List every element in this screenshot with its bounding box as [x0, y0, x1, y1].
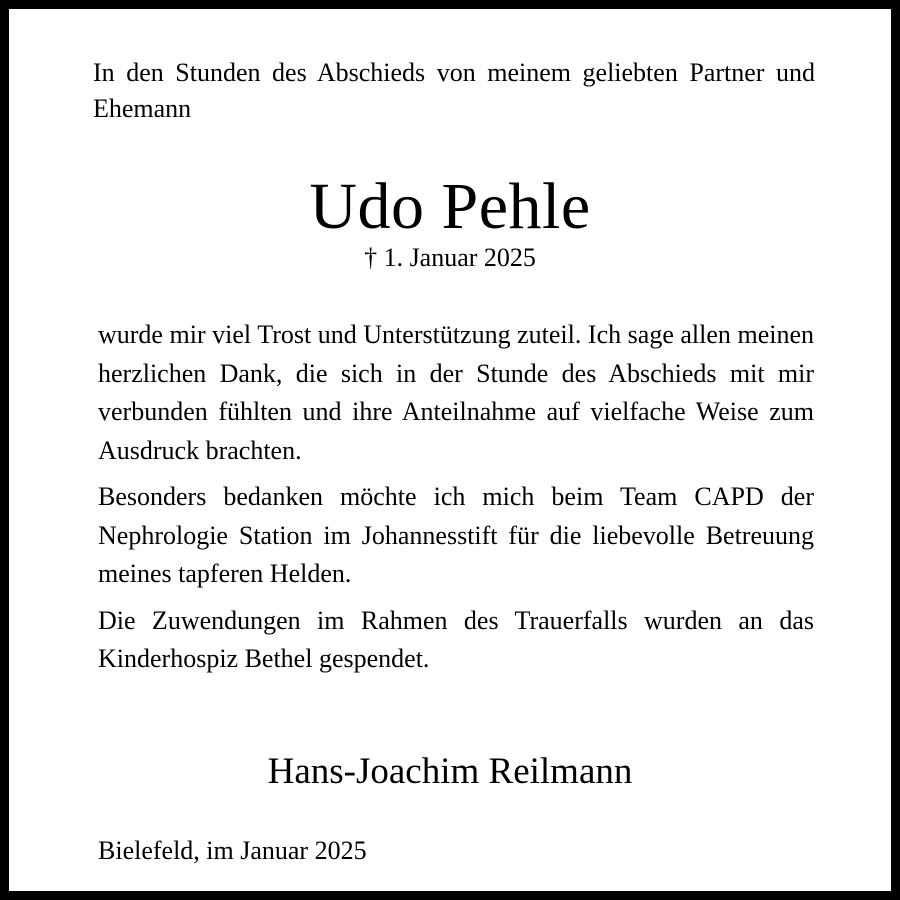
thanks-paragraph-1: wurde mir viel Trost und Unterstützung zuteil. Ich sage allen meinen herzlichen Dank, die sich in der Stunde des Abschieds mit mir verbunden fühlten und ihre Anteilnahme auf vielfache Weise zum Ausdruck brachten. [98, 320, 814, 465]
deceased-name: Udo Pehle [309, 170, 591, 243]
intro-text: In den Stunden des Abschieds von meinem geliebten Partner und Ehemann [93, 58, 815, 123]
thanks-paragraph-2: Besonders bedanken möchte ich mich beim Team CAPD der Nephrologie Station im Johannesstift für die liebevolle Betreuung meines tapferen Helden. [98, 482, 814, 588]
thanks-text [98, 316, 814, 687]
death-date: † 1. Januar 2025 [364, 243, 536, 272]
signer-name: Hans-Joachim Reilmann [267, 751, 633, 792]
thanks-paragraph-3: Die Zuwendungen im Rahmen des Trauerfalls wurden an das Kinderhospiz Bethel gespendet. [98, 605, 814, 673]
place-date: Bielefeld, im Januar 2025 [98, 836, 367, 865]
